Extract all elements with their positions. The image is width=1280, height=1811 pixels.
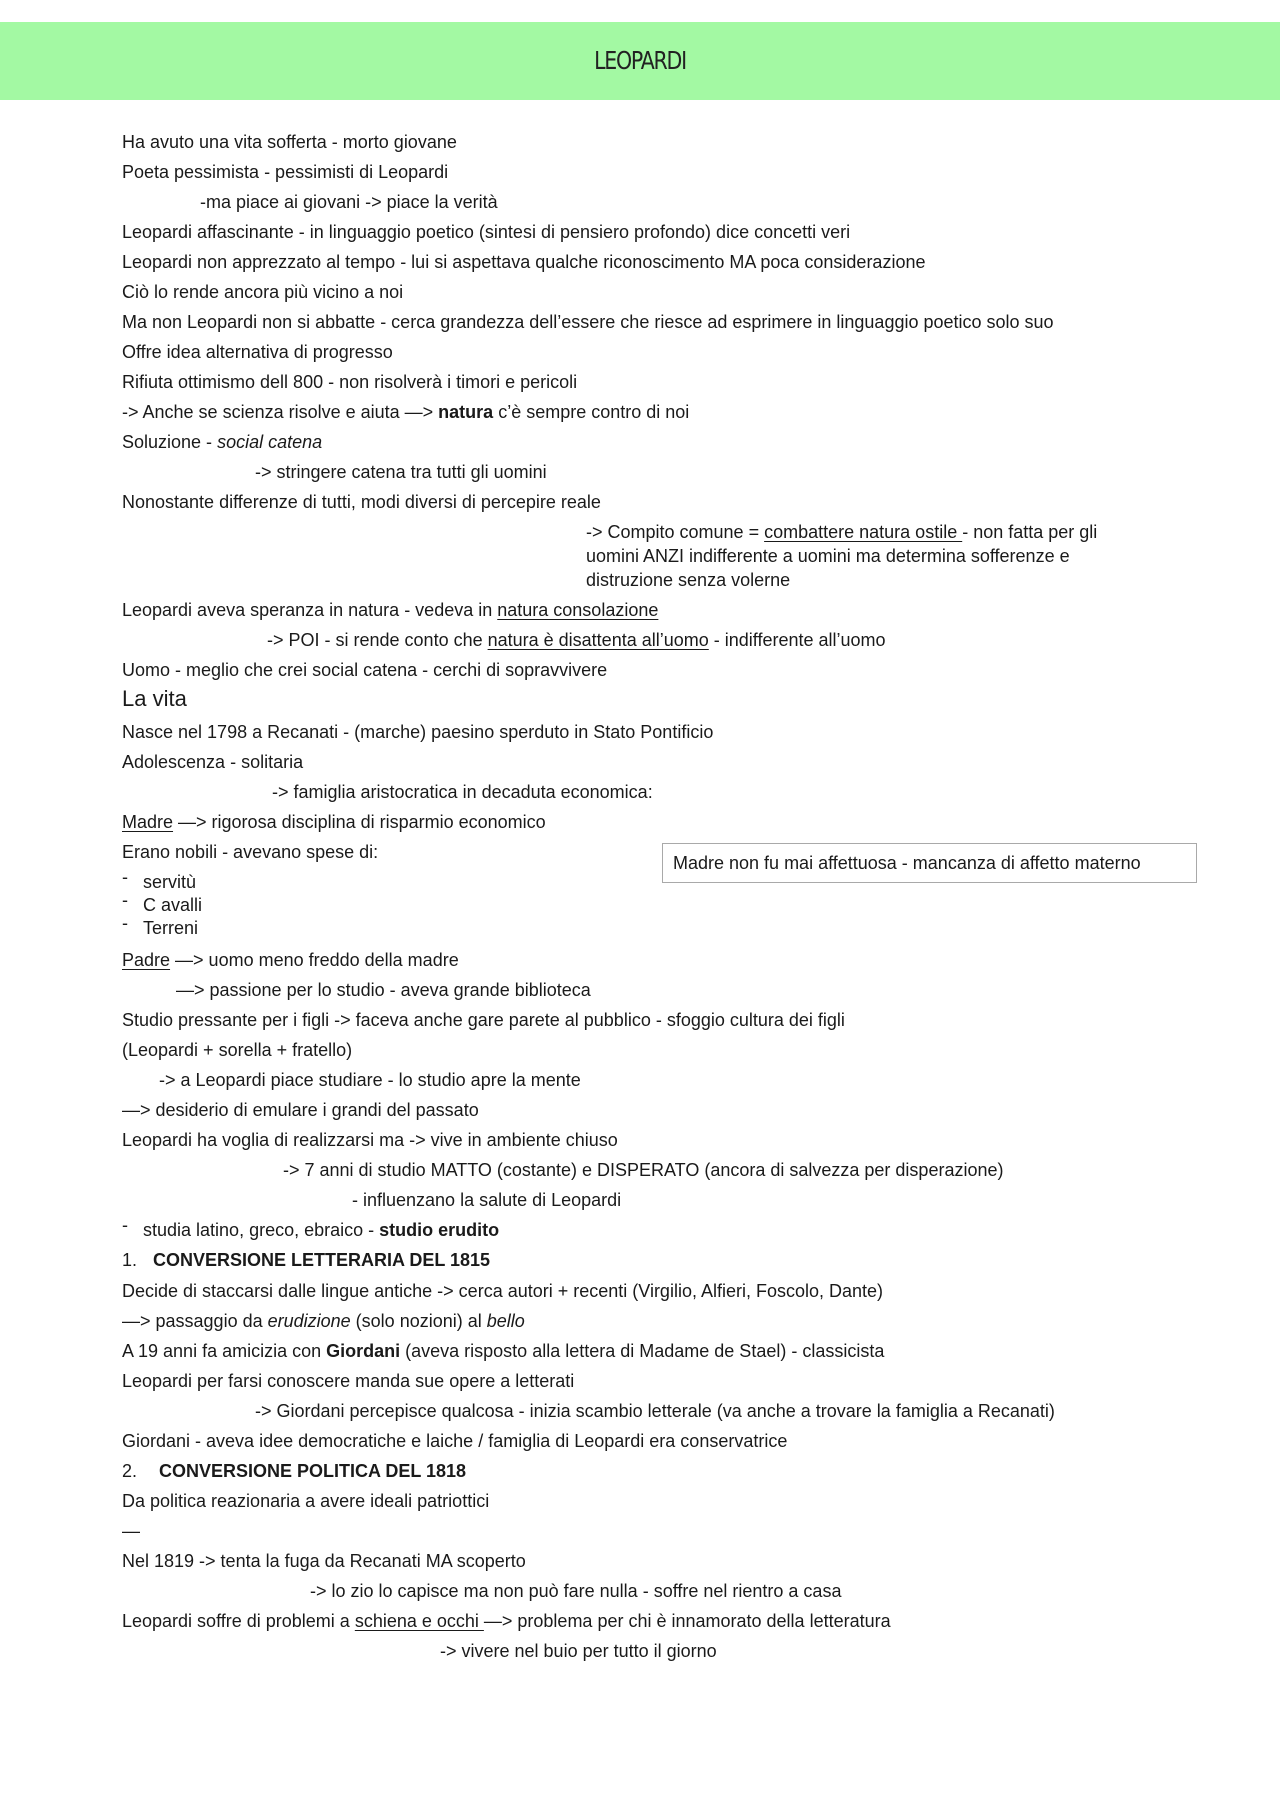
- numbered-heading: 1.: [122, 1250, 138, 1270]
- note-line: A 19 anni fa amicizia con Giordani (aveva risposto alla lettera di Madame de Stael) - classicista: [122, 1341, 885, 1361]
- note-line: Leopardi ha voglia di realizzarsi ma -> vive in ambiente chiuso: [122, 1130, 618, 1150]
- note-line: -ma piace ai giovani -> piace la verità: [200, 192, 498, 212]
- note-line: Leopardi soffre di problemi a schiena e occhi —> problema per chi è innamorato della letteratura: [122, 1611, 891, 1631]
- callout-box: Madre non fu mai affettuosa - mancanza di affetto materno: [662, 843, 1197, 883]
- list-item: Terreni: [143, 918, 199, 938]
- bullet-dash: -: [122, 867, 128, 887]
- note-line: Leopardi non apprezzato al tempo - lui si aspettava qualche riconoscimento MA poca considerazione: [122, 252, 926, 272]
- list-item: servitù: [143, 872, 197, 892]
- note-line: Leopardi per farsi conoscere manda sue opere a letterati: [122, 1371, 575, 1391]
- page-title: LEOPARDI: [594, 46, 686, 75]
- note-line: Nel 1819 -> tenta la fuga da Recanati MA scoperto: [122, 1551, 526, 1571]
- list-item: C avalli: [143, 895, 203, 915]
- note-line: —> desiderio di emulare i grandi del passato: [122, 1100, 479, 1120]
- note-line: Da politica reazionaria a avere ideali patriottici: [122, 1491, 490, 1511]
- numbered-heading-text: CONVERSIONE POLITICA DEL 1818: [159, 1461, 467, 1481]
- note-line: Offre idea alternativa di progresso: [122, 342, 393, 362]
- note-line: Decide di staccarsi dalle lingue antiche -> cerca autori + recenti (Virgilio, Alfieri, Foscolo, Dante): [122, 1281, 884, 1301]
- note-line: Leopardi affascinante - in linguaggio poetico (sintesi di pensiero profondo) dice concetti veri: [122, 222, 851, 242]
- note-line: Adolescenza - solitaria: [122, 752, 304, 772]
- note-line: -> a Leopardi piace studiare - lo studio apre la mente: [159, 1070, 581, 1090]
- note-line: Studio pressante per i figli -> faceva anche gare parete al pubblico - sfoggio cultura dei figli: [122, 1010, 845, 1030]
- note-line: -> lo zio lo capisce ma non può fare nulla - soffre nel rientro a casa: [310, 1581, 842, 1601]
- note-line: Ciò lo rende ancora più vicino a noi: [122, 282, 404, 302]
- note-line: -> 7 anni di studio MATTO (costante) e DISPERATO (ancora di salvezza per disperazione): [283, 1160, 1004, 1180]
- note-line: Giordani - aveva idee democratiche e laiche / famiglia di Leopardi era conservatrice: [122, 1431, 788, 1451]
- note-line: -> Anche se scienza risolve e aiuta —> natura c’è sempre contro di noi: [122, 402, 690, 422]
- note-line: -> Giordani percepisce qualcosa - inizia scambio letterale (va anche a trovare la famiglia a Recanati): [255, 1401, 1055, 1421]
- note-line: Soluzione - social catena: [122, 432, 323, 452]
- note-line: Leopardi aveva speranza in natura - vedeva in natura consolazione: [122, 600, 659, 620]
- note-line: Nasce nel 1798 a Recanati - (marche) paesino sperduto in Stato Pontificio: [122, 722, 714, 742]
- note-line: - influenzano la salute di Leopardi: [352, 1190, 622, 1210]
- list-item: studia latino, greco, ebraico - studio erudito: [143, 1220, 500, 1240]
- note-line: -> vivere nel buio per tutto il giorno: [440, 1641, 717, 1661]
- note-line: -> famiglia aristocratica in decaduta economica:: [272, 782, 653, 802]
- note-line: Madre —> rigorosa disciplina di risparmio economico: [122, 812, 546, 832]
- note-line: Ha avuto una vita sofferta - morto giovane: [122, 132, 457, 152]
- note-line: (Leopardi + sorella + fratello): [122, 1040, 353, 1060]
- note-line: Rifiuta ottimismo dell 800 - non risolverà i timori e pericoli: [122, 372, 578, 392]
- note-line: -> POI - si rende conto che natura è disattenta all’uomo - indifferente all’uomo: [267, 630, 886, 650]
- note-line: Nonostante differenze di tutti, modi diversi di percepire reale: [122, 492, 601, 512]
- note-line: —> passione per lo studio - aveva grande biblioteca: [176, 980, 591, 1000]
- note-line: Ma non Leopardi non si abbatte - cerca grandezza dell’essere che riesce ad esprimere in linguaggio poetico solo suo: [122, 312, 1054, 332]
- bullet-dash: -: [122, 913, 128, 933]
- note-line: Erano nobili - avevano spese di:: [122, 842, 379, 862]
- note-line: Uomo - meglio che crei social catena - cerchi di sopravvivere: [122, 660, 608, 680]
- bullet-dash: -: [122, 1215, 128, 1235]
- note-paragraph: -> Compito comune = combattere natura ostile - non fatta per gli uomini ANZI indifferente a uomini ma determina sofferenze e distruzione senza volerne: [586, 522, 1098, 590]
- note-line: —: [122, 1521, 140, 1541]
- numbered-heading: 2.: [122, 1461, 138, 1481]
- bullet-dash: -: [122, 890, 128, 910]
- section-heading: La vita: [122, 686, 187, 711]
- note-line: -> stringere catena tra tutti gli uomini: [255, 462, 547, 482]
- note-line: Padre —> uomo meno freddo della madre: [122, 950, 459, 970]
- numbered-heading-text: CONVERSIONE LETTERARIA DEL 1815: [153, 1250, 491, 1270]
- note-line: —> passaggio da erudizione (solo nozioni) al bello: [122, 1311, 525, 1331]
- note-line: Poeta pessimista - pessimisti di Leopardi: [122, 162, 449, 182]
